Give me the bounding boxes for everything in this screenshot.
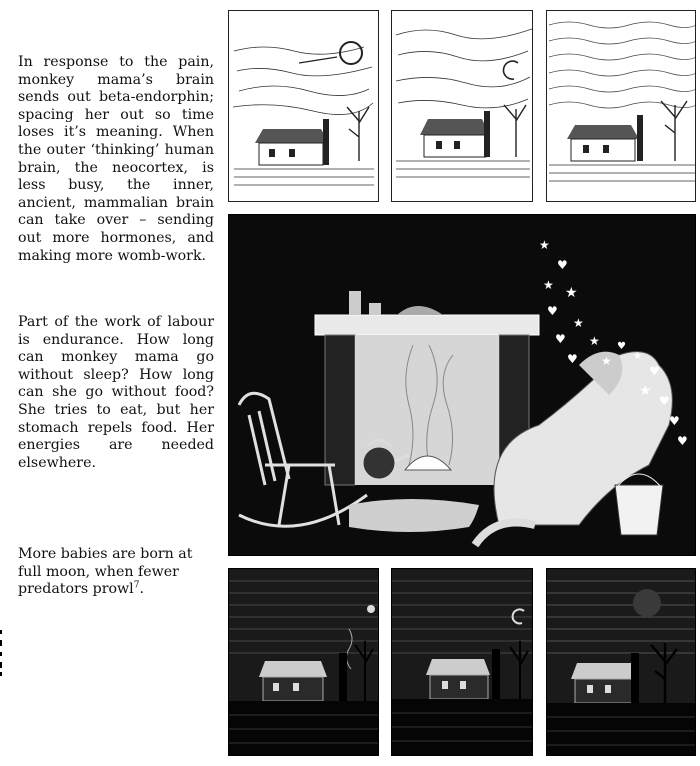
star-icon: ★ <box>573 316 584 330</box>
moon-glow <box>633 589 661 617</box>
tree-icon <box>347 107 369 161</box>
panel-day-2 <box>391 10 533 202</box>
rug-icon <box>349 499 479 532</box>
panel-night-3 <box>546 568 696 756</box>
star-icon: ★ <box>589 334 600 348</box>
vase-icon <box>349 291 361 315</box>
paragraph-full-moon-text: More babies are born at full moon, when fewer predators prowl <box>18 546 193 598</box>
sun-icon <box>340 42 362 64</box>
cottage-icon <box>255 119 329 165</box>
footnote-tail: . <box>139 581 144 598</box>
heart-icon: ♥ <box>677 434 688 448</box>
footnote-ref: 7 <box>133 580 140 591</box>
fireside-illustration <box>229 215 696 556</box>
moon-icon <box>504 61 518 79</box>
panel-fireside <box>228 214 696 556</box>
cottage-night-illustration <box>229 569 379 756</box>
star-icon: ★ <box>601 354 612 368</box>
panel-night-2 <box>391 568 533 756</box>
star-icon: ★ <box>543 278 554 292</box>
paragraph-beta-endorphin: In response to the pain, monkey mama’s brain sends out beta-endorphin; spacing her out so time loses it’s meaning. When the outer ‘thinking’ human brain, the neocortex, is less busy, the inner, ancient, mammalian brain can take over – sending out more hormones, and making more womb-work. <box>18 54 214 264</box>
cottage-night-illustration <box>547 569 696 756</box>
tree-icon <box>504 105 526 157</box>
star-icon: ★ <box>539 238 550 252</box>
moon-icon <box>367 605 375 613</box>
heart-icon: ♥ <box>617 341 626 352</box>
panel-night-1 <box>228 568 379 756</box>
tree-icon <box>661 101 687 161</box>
heart-icon: ♥ <box>557 258 568 272</box>
paragraph-endurance: Part of the work of labour is endurance. How long can monkey mama go without sleep? How long can she go without food? She tries to eat, but her stomach repels food. Her energies are needed elsewhere. <box>18 314 214 471</box>
heart-icon: ♥ <box>547 304 558 318</box>
cottage-night-illustration <box>392 569 533 756</box>
heart-icon: ♥ <box>659 394 670 408</box>
cottage-icon <box>567 115 643 161</box>
cottage-icon <box>420 111 490 157</box>
star-icon: ★ <box>639 383 652 399</box>
paragraph-full-moon <box>18 546 214 599</box>
cottage-day-illustration <box>547 11 696 202</box>
panel-day-1 <box>228 10 379 202</box>
star-icon: ★ <box>565 285 578 301</box>
cup-icon <box>369 303 381 315</box>
panel-day-3 <box>546 10 696 202</box>
star-icon: ★ <box>633 351 642 362</box>
heart-icon: ♥ <box>555 332 566 346</box>
heart-icon: ♥ <box>567 352 578 366</box>
heart-icon: ♥ <box>649 364 660 378</box>
page-edge-mark <box>0 630 3 676</box>
heart-icon: ♥ <box>669 414 680 428</box>
cottage-day-illustration <box>229 11 379 202</box>
cottage-day-illustration <box>392 11 533 202</box>
